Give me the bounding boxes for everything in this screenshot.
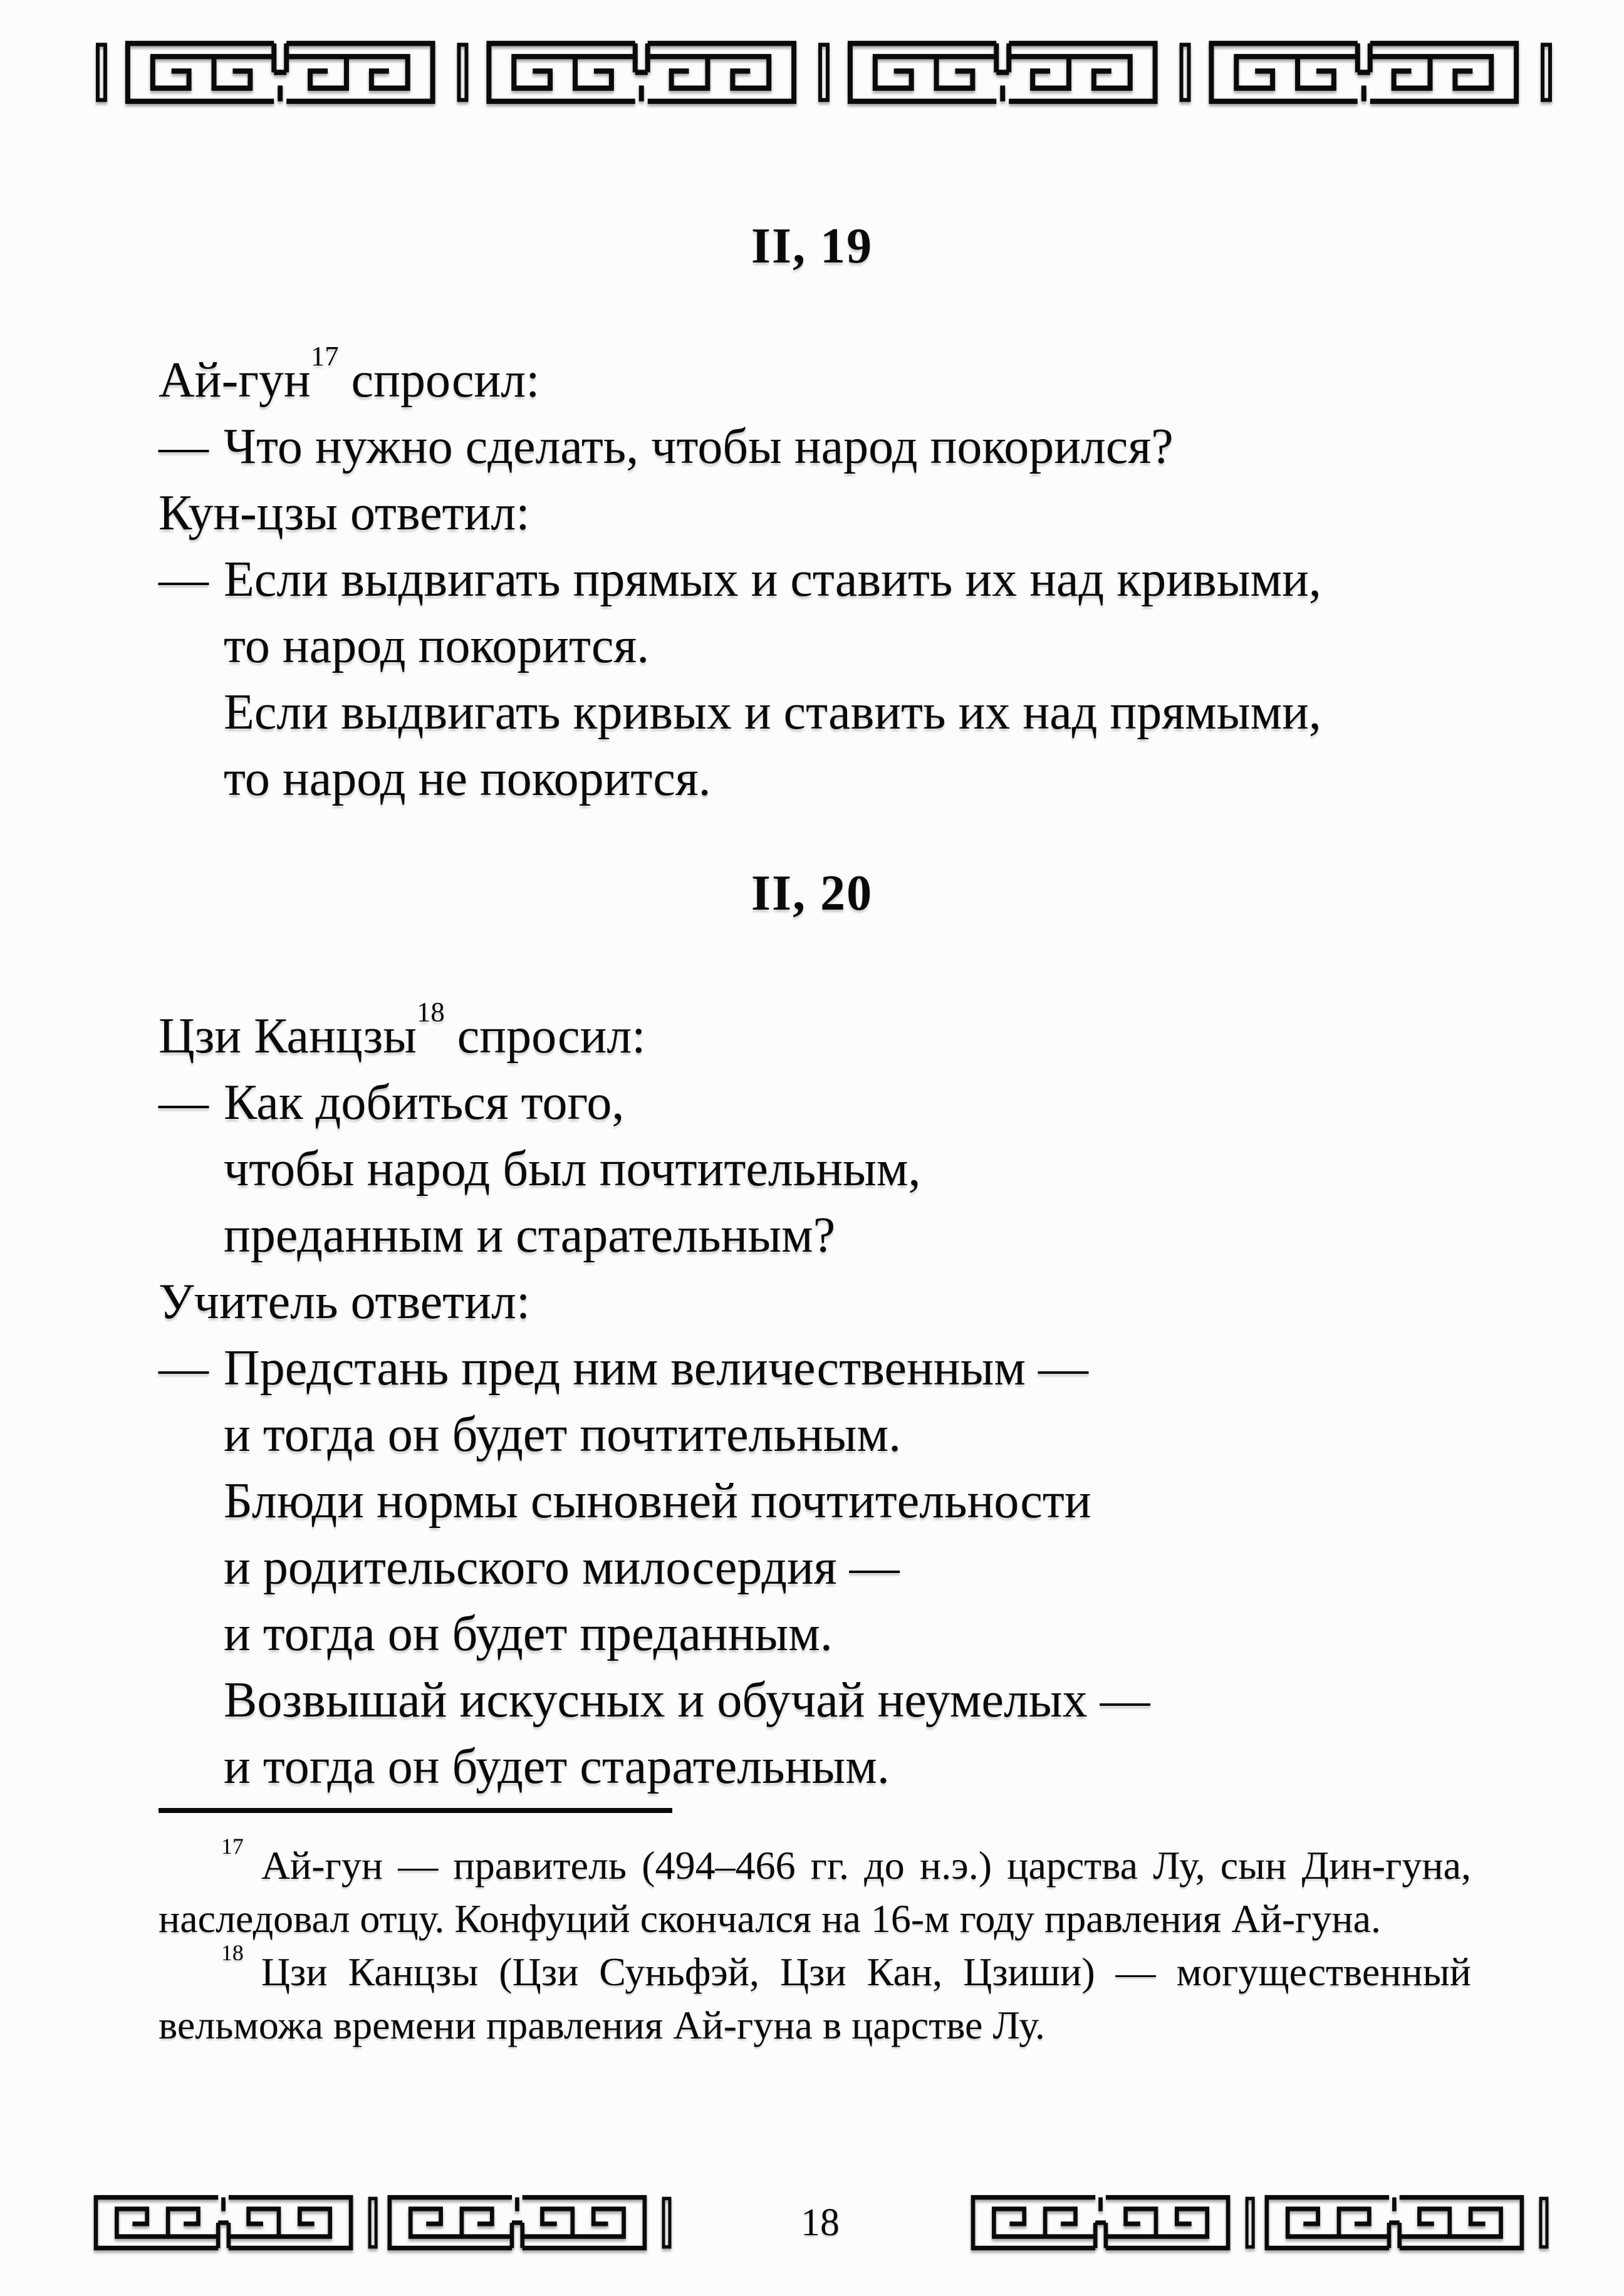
section-heading-ii-19: II, 19: [751, 219, 873, 274]
verse-line: [159, 1733, 1556, 1800]
verse-text: чтобы народ был почтительным,: [224, 1141, 921, 1197]
section-body-ii-20: [159, 995, 1556, 1800]
verse-line: [159, 1069, 1556, 1136]
em-dash: —: [159, 552, 209, 607]
section-body-ii-19: [159, 340, 1556, 812]
greek-key-border-bottom-left: [90, 2194, 673, 2252]
verse-text: то народ покорится.: [224, 618, 650, 673]
footnote-17: [159, 1833, 1471, 1945]
page-number: 18: [801, 2201, 840, 2244]
verse-line: [159, 480, 1556, 546]
verse-line: [159, 1269, 1556, 1335]
verse-line: [159, 679, 1556, 745]
verse-text: Кун-цзы ответил:: [159, 486, 530, 541]
verse-text: Предстань пред ним величественным —: [224, 1341, 1088, 1396]
footnote-ref: 18: [416, 995, 445, 1027]
verse-text: Если выдвигать кривых и ставить их над прямыми,: [224, 685, 1321, 740]
verse-line: [159, 340, 1556, 413]
verse-text: спросил:: [444, 1009, 646, 1064]
em-dash: —: [159, 419, 209, 474]
verse-text: Ай-гун: [159, 353, 311, 408]
verse-line: [159, 995, 1556, 1069]
em-dash: —: [159, 1341, 209, 1396]
verse-line: [159, 745, 1556, 812]
verse-line: [159, 413, 1556, 480]
verse-text: Если выдвигать прямых и ставить их над кривыми,: [224, 552, 1321, 607]
verse-text: Что нужно сделать, чтобы народ покорился?: [224, 419, 1174, 474]
footnote-text: Цзи Канцзы (Цзи Суньфэй, Цзи Кан, Цзиши) — могущественный вельможа времени правления Ай-гуна в царстве Лу.: [159, 1950, 1471, 2047]
verse-line: [159, 1335, 1556, 1401]
verse-text: Цзи Канцзы: [159, 1009, 417, 1064]
footnote-18: [159, 1940, 1471, 2052]
verse-text: Учитель ответил:: [159, 1274, 531, 1329]
verse-text: Блюди нормы сыновней почтительности: [224, 1473, 1091, 1529]
footnote-separator-rule: [159, 1808, 672, 1813]
verse-line: [159, 1401, 1556, 1468]
footnote-text: Ай-гун — правитель (494–466 гг. до н.э.) царства Лу, сын Дин-гуна, наследовал отцу. Конфуций скончался на 16-м году правления Ай-гуна.: [159, 1843, 1471, 1941]
verse-line: [159, 613, 1556, 679]
verse-line: [159, 1468, 1556, 1534]
verse-line: [159, 1601, 1556, 1667]
verse-line: [159, 1202, 1556, 1269]
verse-line: [159, 546, 1556, 613]
em-dash: —: [159, 1075, 209, 1130]
footnotes-block: [159, 1833, 1471, 2052]
verse-text: преданным и старательным?: [224, 1208, 836, 1263]
verse-text: Как добиться того,: [224, 1075, 625, 1130]
section-heading-ii-20: II, 20: [751, 866, 873, 921]
verse-text: и родительского милосердия —: [224, 1540, 900, 1595]
verse-text: Возвышай искусных и обучай неумелых —: [224, 1673, 1150, 1728]
verse-text: то народ не покорится.: [224, 751, 711, 806]
verse-line: [159, 1136, 1556, 1202]
footnote-number: 18: [221, 1940, 244, 1965]
verse-text: спросил:: [338, 353, 540, 408]
greek-key-border-bottom-right: [967, 2194, 1550, 2252]
verse-text: и тогда он будет старательным.: [224, 1739, 890, 1794]
verse-line: [159, 1534, 1556, 1601]
verse-line: [159, 1667, 1556, 1733]
greek-key-border-top: [94, 39, 1554, 105]
verse-text: и тогда он будет почтительным.: [224, 1407, 902, 1462]
footnote-ref: 17: [310, 340, 339, 371]
verse-text: и тогда он будет преданным.: [224, 1606, 833, 1661]
footnote-number: 17: [221, 1833, 244, 1859]
